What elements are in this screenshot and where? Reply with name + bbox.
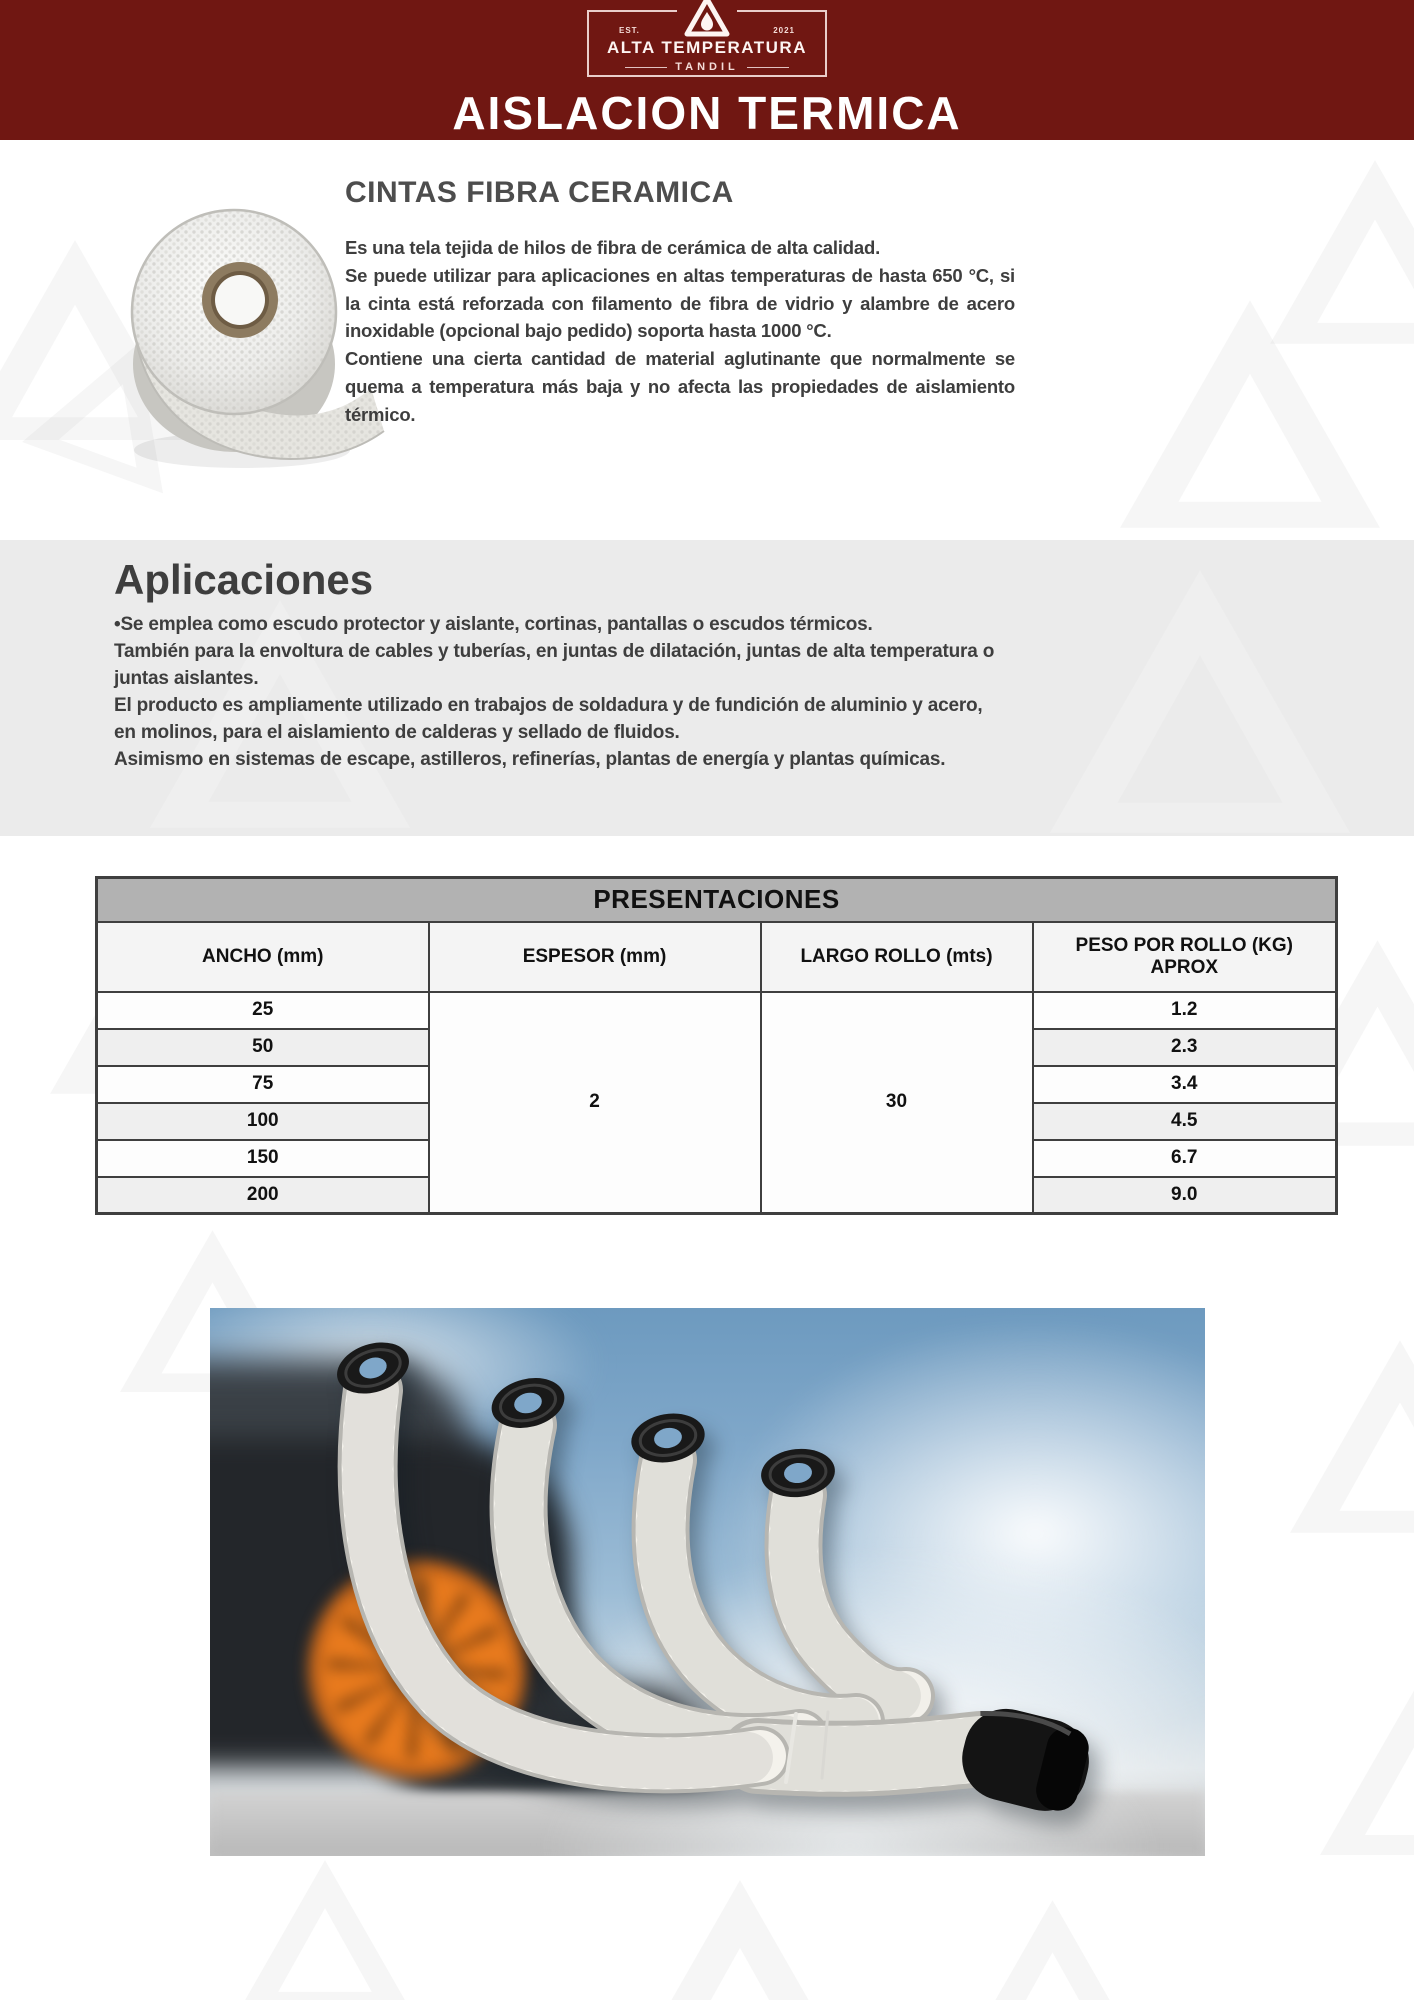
applications-section — [0, 540, 1414, 836]
logo-year: 2021 — [773, 26, 795, 35]
cell-peso: 6.7 — [1033, 1140, 1337, 1177]
brand-watermark-triangle-icon — [1290, 1340, 1414, 1533]
brand-watermark-triangle-icon — [960, 1900, 1145, 2000]
cell-largo-merged: 30 — [761, 992, 1033, 1214]
cell-ancho: 75 — [97, 1066, 429, 1103]
flange-icons — [330, 1334, 837, 1501]
product-section — [0, 140, 1414, 540]
brand-logo — [587, 10, 827, 77]
cell-espesor-merged: 2 — [429, 992, 761, 1214]
page-title: AISLACION TERMICA — [452, 87, 962, 139]
product-title: CINTAS FIBRA CERAMICA — [345, 176, 734, 209]
cell-ancho: 100 — [97, 1103, 429, 1140]
product-text-block — [345, 176, 1015, 428]
table-title-row — [97, 878, 1337, 922]
header-banner — [0, 0, 1414, 140]
applications-title: Aplicaciones — [114, 556, 374, 603]
table-row — [97, 992, 1337, 1029]
cell-peso: 2.3 — [1033, 1029, 1337, 1066]
cell-peso: 1.2 — [1033, 992, 1337, 1029]
product-paragraph: Es una tela tejida de hilos de fibra de cerámica de alta calidad. — [345, 237, 881, 258]
applications-paragraph: •Se emplea como escudo protector y aislante, cortinas, pantallas o escudos térmicos. — [114, 614, 873, 635]
cell-ancho: 25 — [97, 992, 429, 1029]
logo-rule-right — [747, 67, 789, 68]
cell-peso: 3.4 — [1033, 1066, 1337, 1103]
column-header-largo: LARGO ROLLO (mts) — [761, 922, 1033, 992]
brand-watermark-triangle-icon — [240, 1860, 410, 2000]
logo-est-label: EST. — [619, 26, 640, 35]
logo-established-row — [589, 26, 825, 35]
logo-brand-name: ALTA TEMPERATURA — [607, 38, 807, 57]
cell-peso: 9.0 — [1033, 1177, 1337, 1214]
applications-paragraph: El producto es ampliamente utilizado en trabajos de soldadura y de fundición de aluminio y acero, en molinos, para el aislamiento de calderas y sellado de fluidos. — [114, 694, 983, 743]
cell-ancho: 150 — [97, 1140, 429, 1177]
applications-paragraph: Asimismo en sistemas de escape, astilleros, refinerías, plantas de energía y plantas químicas. — [114, 748, 946, 770]
table-header-row — [97, 922, 1337, 992]
brand-watermark-triangle-icon — [1320, 1680, 1414, 1855]
logo-rule-left — [625, 67, 667, 68]
product-photo-exhaust-headers — [210, 1308, 1205, 1856]
column-header-ancho: ANCHO (mm) — [97, 922, 429, 992]
product-paragraph: Se puede utilizar para aplicaciones en altas temperaturas de hasta 650 °C, si la cinta está reforzada con filamento de fibra de vidrio y alambre de acero inoxidable (opcional bajo pedido) soporta hasta 1000 °C. — [345, 264, 1015, 342]
brand-watermark-triangle-icon — [1050, 570, 1350, 833]
brand-watermark-triangle-icon — [620, 1880, 860, 2000]
column-header-espesor: ESPESOR (mm) — [429, 922, 761, 992]
product-paragraph: Contiene una cierta cantidad de material aglutinante que normalmente se quema a temperatura más baja y no afecta las propiedades de aislamiento térmico. — [345, 348, 1015, 425]
presentations-table — [95, 876, 1338, 1215]
photo-wrapped-exhaust-headers — [328, 1330, 1090, 1850]
cell-peso: 4.5 — [1033, 1103, 1337, 1140]
column-header-peso: PESO POR ROLLO (KG) APROX — [1033, 922, 1337, 992]
logo-city-name: TANDIL — [675, 61, 739, 73]
logo-city-row — [589, 61, 825, 73]
applications-paragraph: También para la envoltura de cables y tuberías, en juntas de dilatación, juntas de alta temperatura o juntas aislantes. — [114, 640, 995, 689]
presentations-section — [0, 836, 1414, 1215]
table-title: PRESENTACIONES — [97, 878, 1337, 922]
cell-ancho: 200 — [97, 1177, 429, 1214]
cell-ancho: 50 — [97, 1029, 429, 1066]
